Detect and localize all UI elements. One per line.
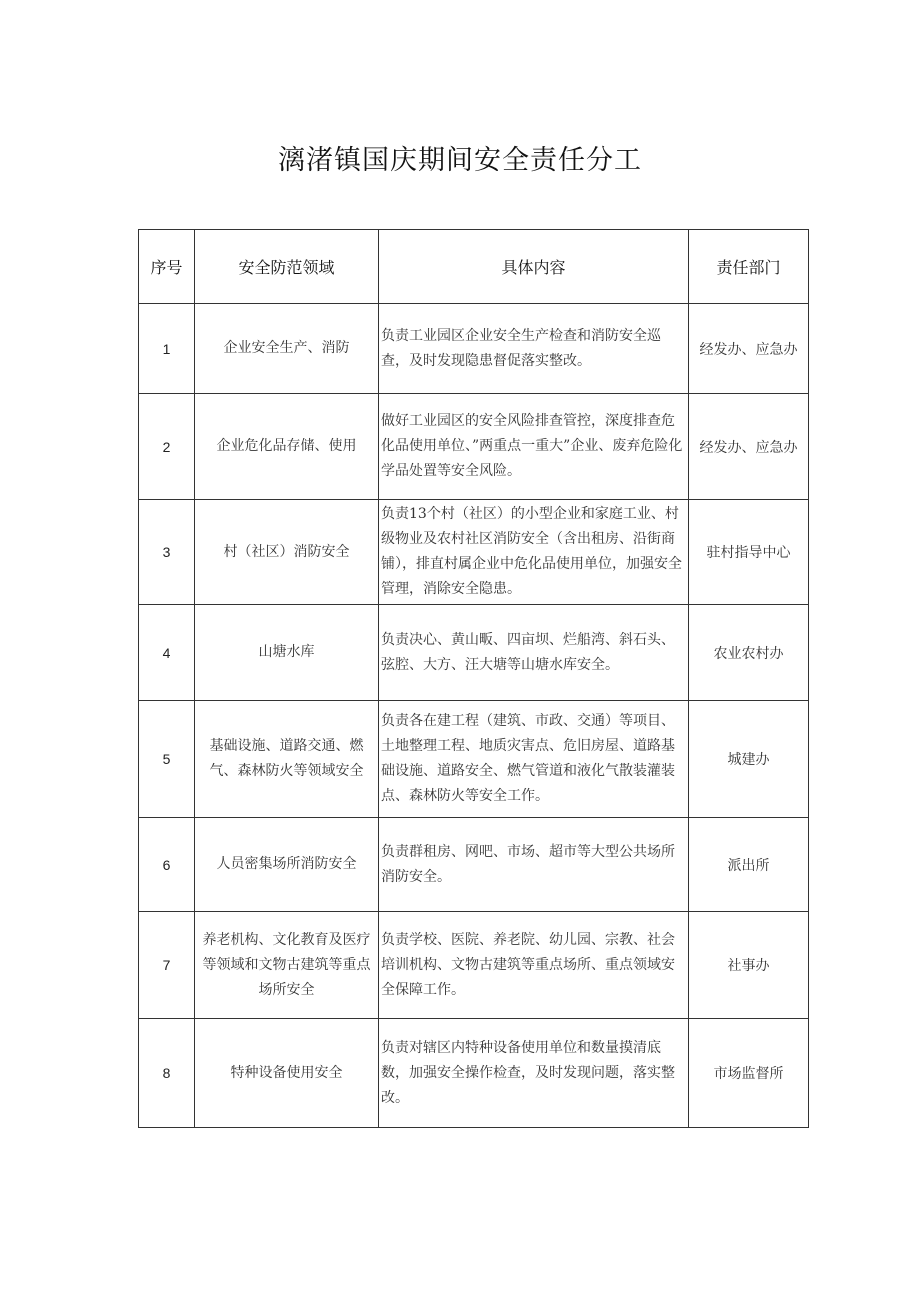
- header-department: 责任部门: [689, 230, 809, 304]
- table-row: [139, 701, 809, 818]
- row-content: 负责学校、医院、养老院、幼儿园、宗教、社会培训机构、文物古建筑等重点场所、重点领域安全保障工作。: [379, 912, 689, 1019]
- row-number: 7: [139, 912, 195, 1019]
- row-number: 8: [139, 1019, 195, 1128]
- table-row: [139, 912, 809, 1019]
- table-header-row: [139, 230, 809, 304]
- row-department: 市场监督所: [689, 1019, 809, 1128]
- row-department: 社事办: [689, 912, 809, 1019]
- row-number: 2: [139, 394, 195, 500]
- row-content: 负责13个村（社区）的小型企业和家庭工业、村级物业及农村社区消防安全（含出租房、沿街商铺），排直村属企业中危化品使用单位，加强安全管理，消除安全隐患。: [379, 500, 689, 605]
- row-content: 负责各在建工程（建筑、市政、交通）等项目、土地整理工程、地质灾害点、危旧房屋、道路基础设施、道路安全、燃气管道和液化气散装灌装点、森林防火等安全工作。: [379, 701, 689, 818]
- table-row: [139, 605, 809, 701]
- row-area: 村（社区）消防安全: [195, 500, 379, 605]
- row-number: 5: [139, 701, 195, 818]
- row-content: 负责群租房、网吧、市场、超市等大型公共场所消防安全。: [379, 818, 689, 912]
- row-department: 经发办、应急办: [689, 394, 809, 500]
- responsibility-table: [138, 229, 809, 1128]
- table-row: [139, 394, 809, 500]
- row-number: 6: [139, 818, 195, 912]
- header-area: 安全防范领域: [195, 230, 379, 304]
- row-content: 负责对辖区内特种设备使用单位和数量摸清底数，加强安全操作检查，及时发现问题，落实整改。: [379, 1019, 689, 1128]
- row-area: 基础设施、道路交通、燃气、森林防火等领域安全: [195, 701, 379, 818]
- row-area: 山塘水库: [195, 605, 379, 701]
- row-department: 农业农村办: [689, 605, 809, 701]
- row-department: 城建办: [689, 701, 809, 818]
- document-title: 漓渚镇国庆期间安全责任分工: [278, 145, 642, 176]
- row-area: 养老机构、文化教育及医疗等领域和文物古建筑等重点场所安全: [195, 912, 379, 1019]
- row-content: 负责决心、黄山畈、四亩坝、烂船湾、斜石头、弦腔、大方、汪大塘等山塘水库安全。: [379, 605, 689, 701]
- row-department: 驻村指导中心: [689, 500, 809, 605]
- table-row: [139, 818, 809, 912]
- row-number: 3: [139, 500, 195, 605]
- table-row: [139, 500, 809, 605]
- row-content: 做好工业园区的安全风险排查管控，深度排查危化品使用单位、”两重点一重大”企业、废弃危险化学品处置等安全风险。: [379, 394, 689, 500]
- row-content: 负责工业园区企业安全生产检查和消防安全巡查，及时发现隐患督促落实整改。: [379, 304, 689, 394]
- row-area: 人员密集场所消防安全: [195, 818, 379, 912]
- row-department: 派出所: [689, 818, 809, 912]
- row-number: 1: [139, 304, 195, 394]
- row-number: 4: [139, 605, 195, 701]
- row-department: 经发办、应急办: [689, 304, 809, 394]
- table-row: [139, 1019, 809, 1128]
- row-area: 企业安全生产、消防: [195, 304, 379, 394]
- header-content: 具体内容: [379, 230, 689, 304]
- header-number: 序号: [139, 230, 195, 304]
- table-row: [139, 304, 809, 394]
- row-area: 特种设备使用安全: [195, 1019, 379, 1128]
- row-area: 企业危化品存储、使用: [195, 394, 379, 500]
